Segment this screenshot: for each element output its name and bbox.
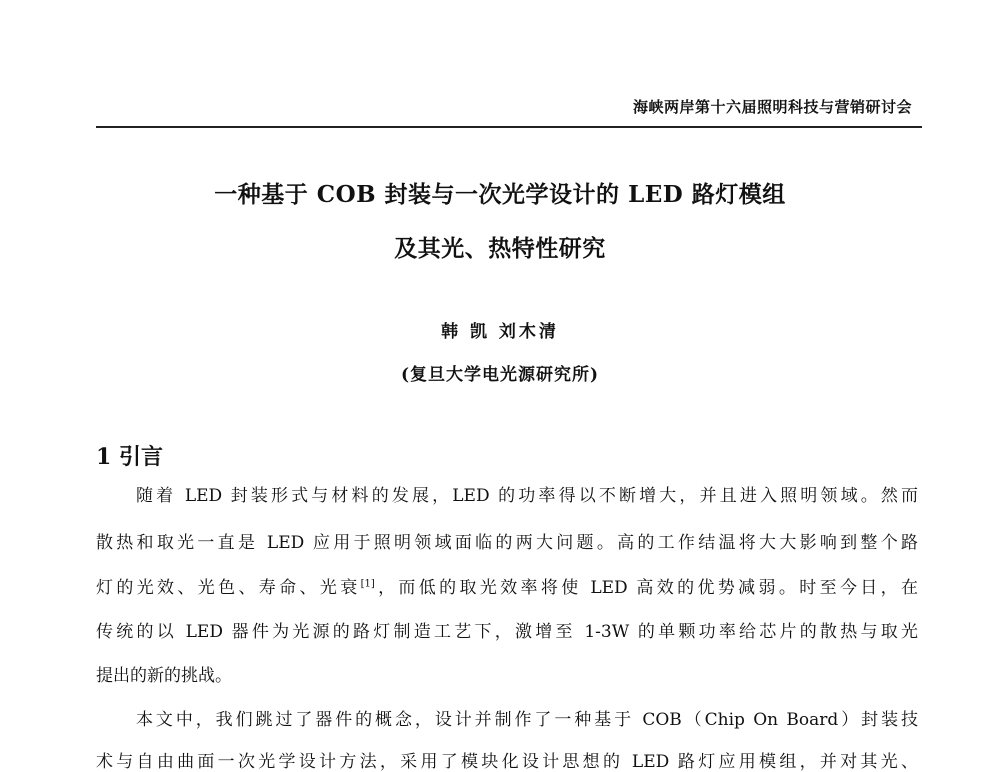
paragraph-1-line-4: 传统的以 LED 器件为光源的路灯制造工艺下，激增至 1-3W 的单颗功率给芯片的散热与取光	[96, 622, 918, 642]
paragraph-2-line-1: 本文中，我们跳过了器件的概念，设计并制作了一种基于 COB（Chip On Board）封装技	[136, 710, 918, 730]
paper-title-line-1: 一种基于 COB 封装与一次光学设计的 LED 路灯模组	[214, 181, 786, 208]
paragraph-1-line-5: 提出的新的挑战。	[96, 666, 232, 686]
citation-1: [1]	[360, 578, 375, 590]
authors: 韩 凯 刘木清	[441, 322, 559, 342]
affiliation: (复旦大学电光源研究所)	[400, 365, 600, 385]
section-heading: 1 引言	[96, 444, 163, 470]
running-header: 海峡两岸第十六届照明科技与营销研讨会	[632, 98, 912, 116]
paragraph-1-line-1: 随着 LED 封装形式与材料的发展，LED 的功率得以不断增大，并且进入照明领域。然而	[136, 486, 918, 506]
header-rule	[96, 126, 922, 128]
paragraph-1-line-3	[96, 578, 918, 598]
paragraph-2-line-2: 术与自由曲面一次光学设计方法，采用了模块化设计思想的 LED 路灯应用模组，并对其光、	[96, 752, 918, 772]
paper-title-line-2: 及其光、热特性研究	[394, 235, 606, 262]
paragraph-1-line-2: 散热和取光一直是 LED 应用于照明领域面临的两大问题。高的工作结温将大大影响到整个路	[96, 533, 918, 553]
paragraph-1-line-3-end: ，而低的取光效率将使 LED 高效的优势减弱。时至今日，在	[374, 578, 918, 598]
paragraph-1-line-3-start: 灯的光效、光色、寿命、光衰	[96, 578, 361, 598]
